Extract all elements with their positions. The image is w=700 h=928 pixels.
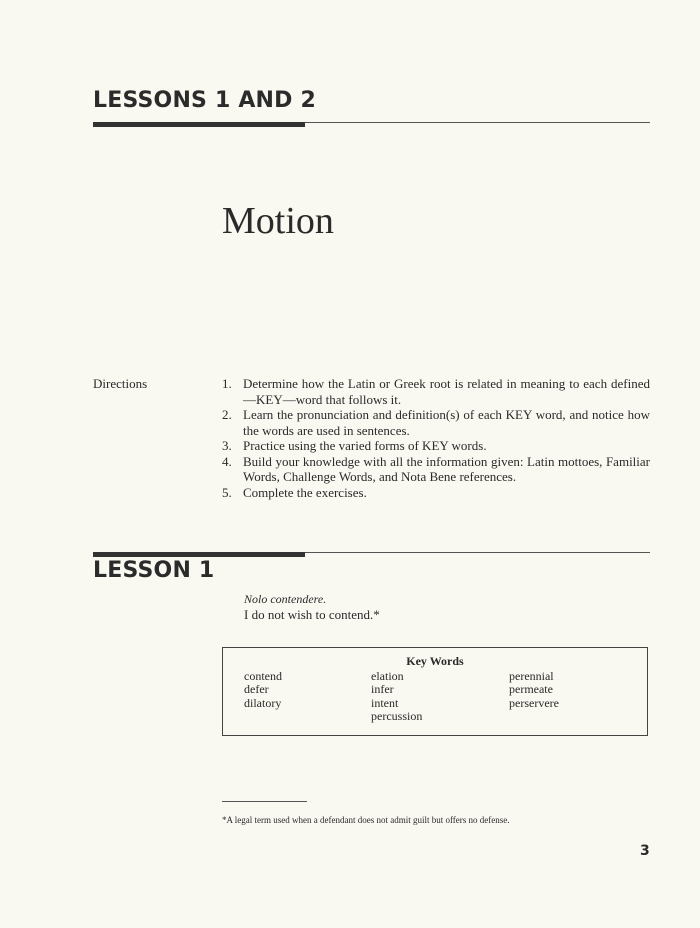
latin-motto: Nolo contendere.: [244, 592, 327, 606]
directions-item: 4. Build your knowledge with all the information given: Latin mottoes, Familiar Words, Challenge Words, and Nota Bene references.: [222, 453, 650, 484]
chapter-title: Motion: [222, 200, 334, 242]
motto-translation: I do not wish to contend.*: [244, 607, 380, 622]
key-words-column: [371, 670, 422, 723]
footnote: *A legal term used when a defendant does not admit guilt but offers no defense.: [222, 815, 510, 825]
key-word: percussion: [371, 708, 423, 723]
key-word: dilatory: [244, 695, 282, 710]
key-word: perservere: [509, 695, 559, 710]
key-word: perennial: [509, 669, 554, 683]
key-words-title: Key Words: [406, 654, 464, 668]
key-words-column: [509, 670, 559, 710]
key-word: permeate: [509, 682, 553, 697]
directions-item: 5. Complete the exercises.: [222, 484, 367, 500]
key-word: infer: [371, 682, 394, 697]
key-words-box: [222, 647, 648, 736]
key-words-column: [244, 670, 282, 710]
page-number: 3: [640, 843, 650, 859]
directions-item: 1. Determine how the Latin or Greek root is related in meaning to each defined—KEY—word that follows it.: [222, 376, 650, 407]
footnote-divider: [222, 801, 307, 802]
key-word: defer: [244, 682, 269, 697]
directions-list: [222, 376, 650, 500]
directions-item: 3. Practice using the varied forms of KEY words.: [222, 438, 487, 453]
key-word: elation: [371, 669, 404, 683]
key-word: contend: [244, 669, 282, 683]
directions-item: 2. Learn the pronunciation and definition(s) of each KEY word, and notice how the words are used in sentences.: [222, 407, 650, 438]
key-word: intent: [371, 695, 399, 710]
section-heading-rule-thick: [93, 122, 305, 127]
directions-label: Directions: [93, 376, 148, 391]
lesson-heading: LESSON 1: [93, 558, 215, 583]
lesson-heading-rule-thick: [93, 552, 305, 557]
section-heading: LESSONS 1 AND 2: [93, 88, 316, 113]
